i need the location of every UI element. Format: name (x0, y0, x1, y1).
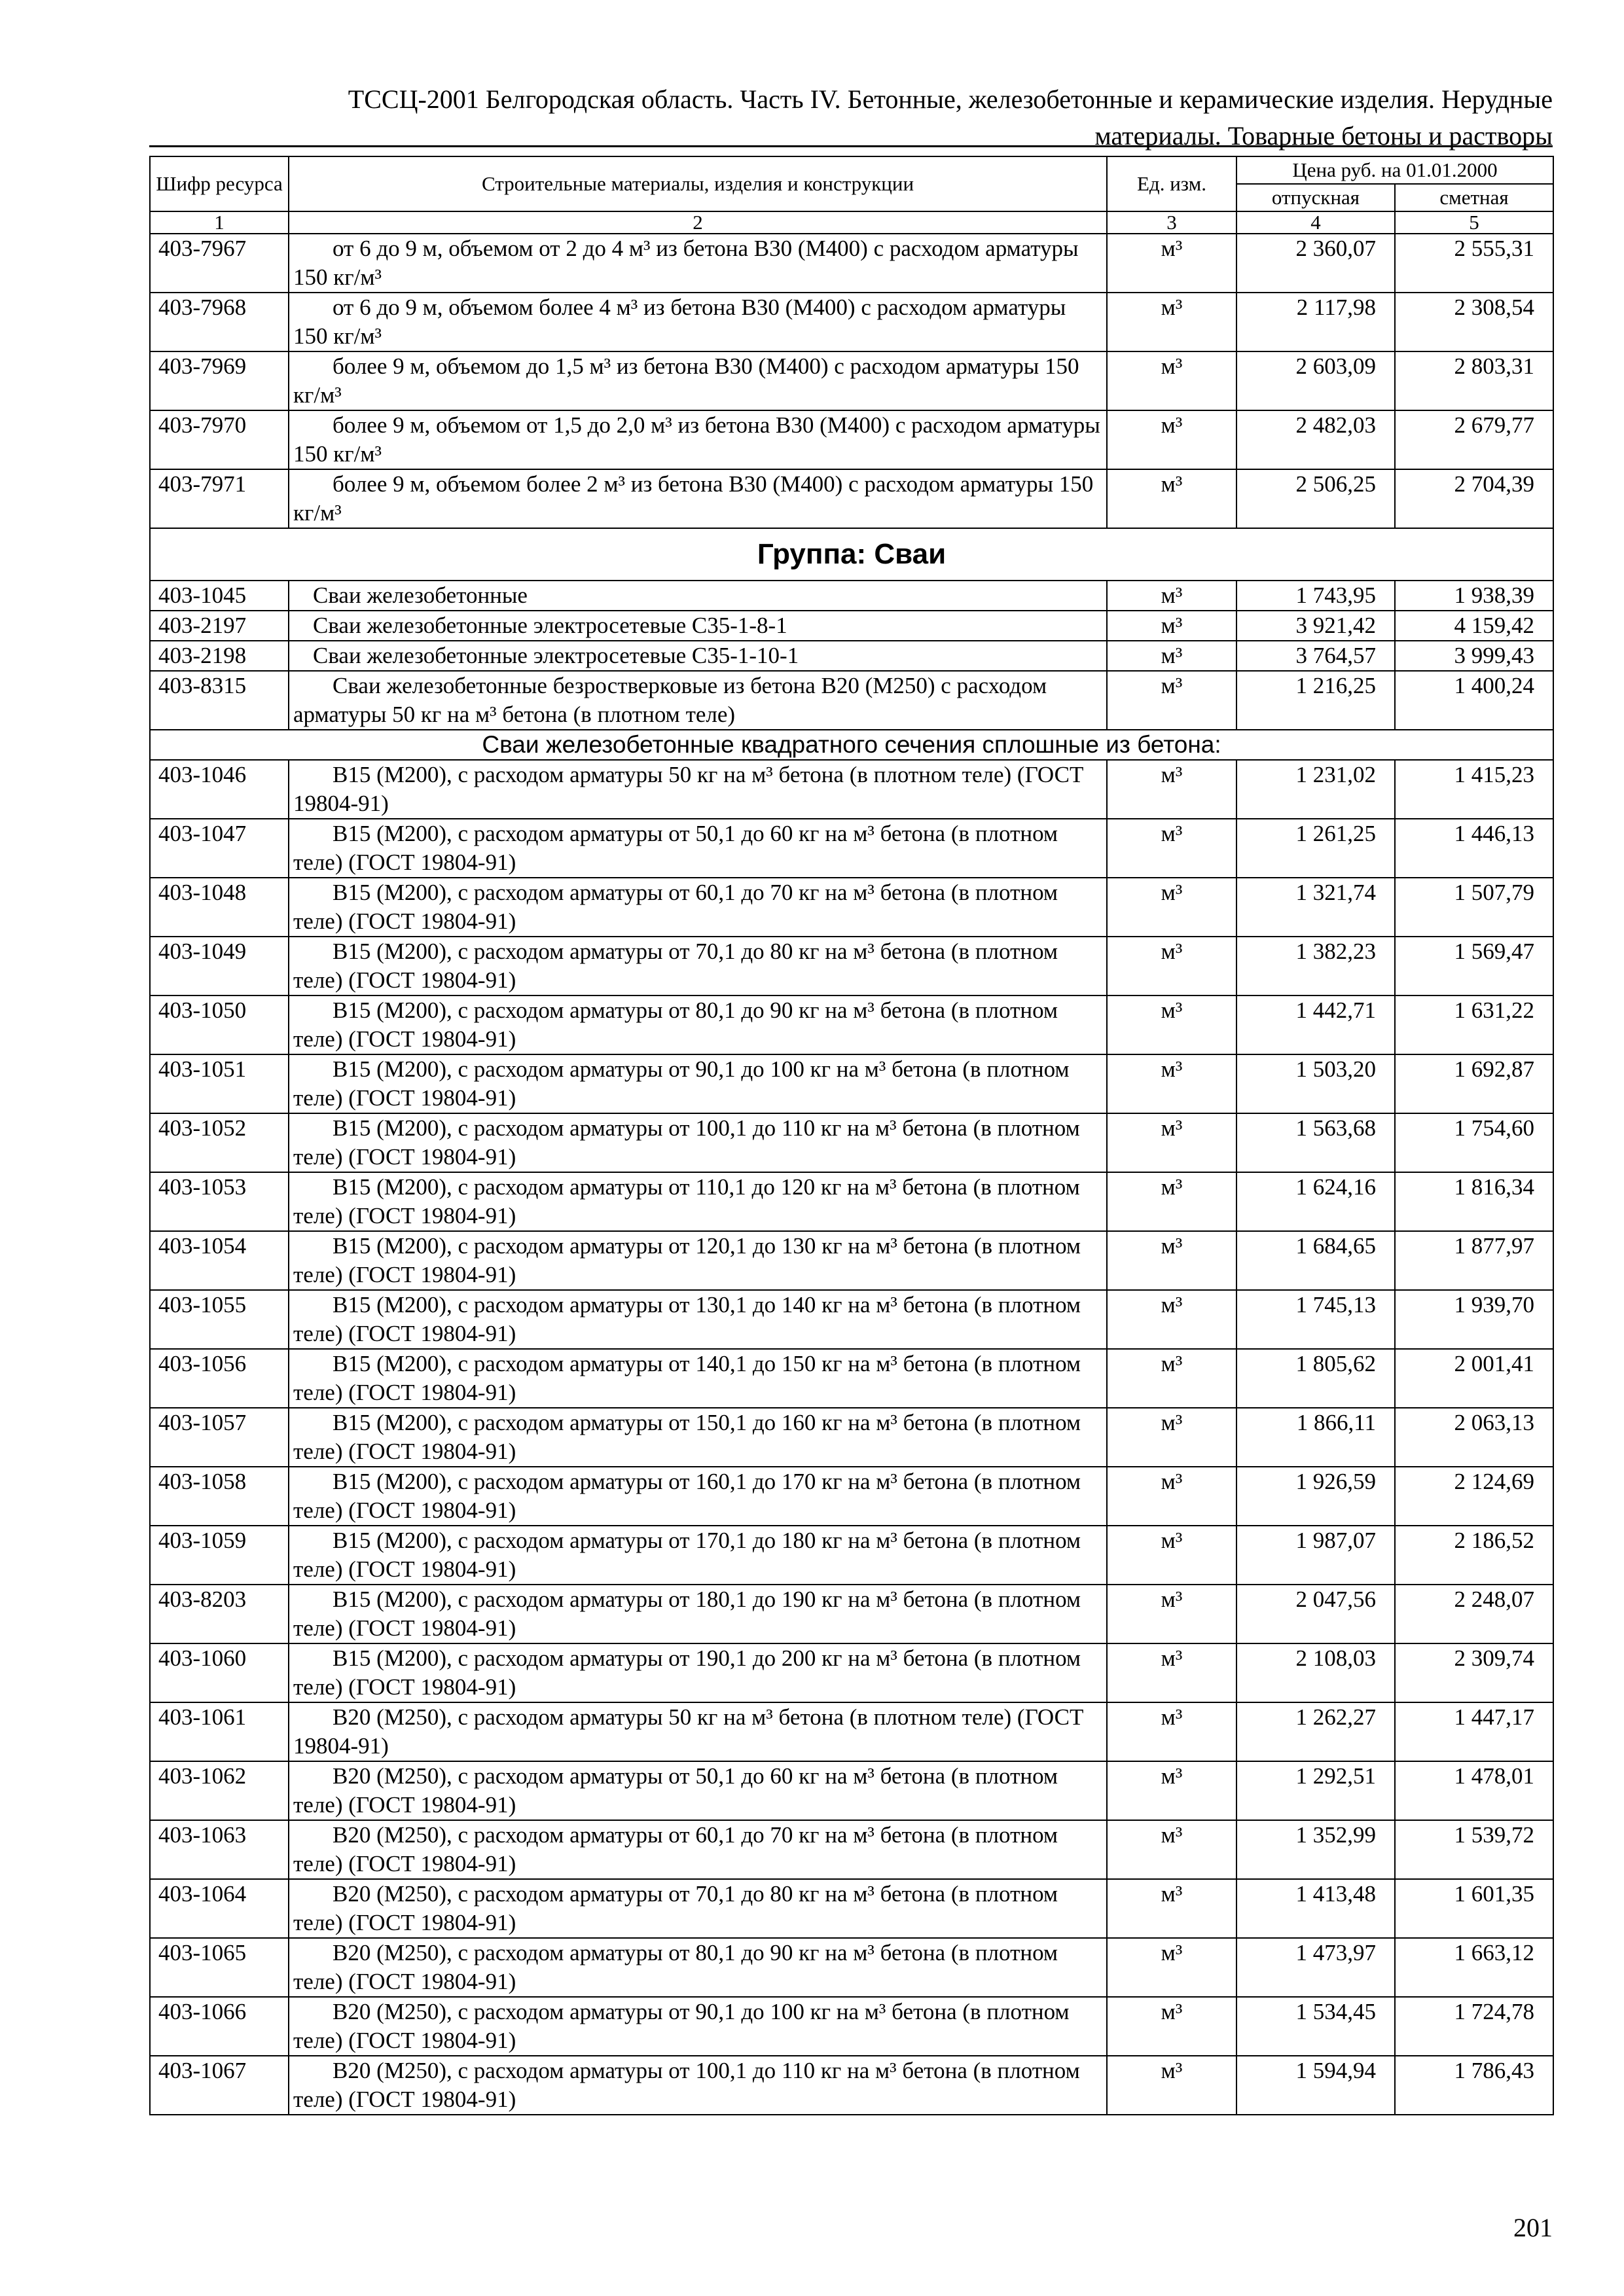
estimate-price-cell: 1 446,13 (1395, 819, 1553, 878)
release-price-cell: 1 563,68 (1236, 1113, 1395, 1172)
unit-cell: м³ (1107, 1349, 1236, 1408)
release-price-cell: 1 745,13 (1236, 1290, 1395, 1349)
release-price-cell: 1 926,59 (1236, 1467, 1395, 1526)
subgroup-heading-row (150, 730, 1553, 760)
estimate-price-cell: 2 186,52 (1395, 1526, 1553, 1585)
resource-code-cell: 403-1061 (150, 1702, 289, 1761)
resource-code-cell: 403-7967 (150, 234, 289, 293)
estimate-price-cell: 1 601,35 (1395, 1879, 1553, 1938)
page-number: 201 (1513, 2213, 1553, 2242)
material-name-cell: от 6 до 9 м, объемом от 2 до 4 м³ из бетона В30 (М400) с расходом арматуры 150 кг/м³ (289, 234, 1107, 293)
resource-code-cell: 403-1066 (150, 1997, 289, 2056)
unit-cell: м³ (1107, 581, 1236, 611)
column-number: 2 (289, 211, 1107, 234)
estimate-price-cell: 1 447,17 (1395, 1702, 1553, 1761)
table-row (150, 351, 1553, 410)
release-price-cell: 2 360,07 (1236, 234, 1395, 293)
table-row (150, 2056, 1553, 2115)
resource-code-cell: 403-1060 (150, 1643, 289, 1702)
release-price-cell: 1 262,27 (1236, 1702, 1395, 1761)
unit-cell: м³ (1107, 469, 1236, 528)
unit-cell: м³ (1107, 410, 1236, 469)
estimate-price-cell: 2 555,31 (1395, 234, 1553, 293)
material-name-cell: В15 (М200), с расходом арматуры от 150,1 до 160 кг на м³ бетона (в плотном теле) (ГОСТ 19804-91) (289, 1408, 1107, 1467)
table-row (150, 671, 1553, 730)
estimate-price-cell: 1 478,01 (1395, 1761, 1553, 1820)
release-price-cell: 1 216,25 (1236, 671, 1395, 730)
estimate-price-cell: 1 938,39 (1395, 581, 1553, 611)
estimate-price-cell: 1 754,60 (1395, 1113, 1553, 1172)
resource-code-cell: 403-1064 (150, 1879, 289, 1938)
table-row (150, 469, 1553, 528)
unit-cell: м³ (1107, 1408, 1236, 1467)
unit-cell: м³ (1107, 1290, 1236, 1349)
column-header-code: Шифр ресурса (150, 156, 289, 211)
unit-cell: м³ (1107, 1820, 1236, 1879)
table-row (150, 611, 1553, 641)
table-row (150, 1702, 1553, 1761)
estimate-price-cell: 1 692,87 (1395, 1054, 1553, 1113)
estimate-price-cell: 1 816,34 (1395, 1172, 1553, 1231)
table-row (150, 1997, 1553, 2056)
material-name-cell: В20 (М250), с расходом арматуры от 50,1 до 60 кг на м³ бетона (в плотном теле) (ГОСТ 19804-91) (289, 1761, 1107, 1820)
material-name-cell: Сваи железобетонные электросетевые С35-1-8-1 (289, 611, 1107, 641)
subgroup-section (150, 730, 1553, 760)
unit-cell: м³ (1107, 1054, 1236, 1113)
group-section (150, 528, 1553, 581)
resource-code-cell: 403-7970 (150, 410, 289, 469)
resource-code-cell: 403-1053 (150, 1172, 289, 1231)
resource-code-cell: 403-2198 (150, 641, 289, 671)
release-price-cell: 1 684,65 (1236, 1231, 1395, 1290)
unit-cell: м³ (1107, 671, 1236, 730)
resource-code-cell: 403-1057 (150, 1408, 289, 1467)
table-row (150, 1231, 1553, 1290)
resource-code-cell: 403-1049 (150, 937, 289, 996)
estimate-price-cell: 2 063,13 (1395, 1408, 1553, 1467)
table-row (150, 1879, 1553, 1938)
header-title-line2: материалы. Товарные бетоны и растворы (1094, 121, 1553, 151)
estimate-price-cell: 1 939,70 (1395, 1290, 1553, 1349)
material-name-cell: В15 (М200), с расходом арматуры от 180,1 до 190 кг на м³ бетона (в плотном теле) (ГОСТ 19804-91) (289, 1585, 1107, 1643)
release-price-cell: 1 473,97 (1236, 1938, 1395, 1997)
unit-cell: м³ (1107, 1585, 1236, 1643)
table-row (150, 760, 1553, 819)
header-title-line1: ТССЦ-2001 Белгородская область. Часть IV. Бетонные, железобетонные и керамические изделия. Нерудные (348, 84, 1553, 114)
material-name-cell: Сваи железобетонные (289, 581, 1107, 611)
material-name-cell: В15 (М200), с расходом арматуры от 90,1 до 100 кг на м³ бетона (в плотном теле) (ГОСТ 19804-91) (289, 1054, 1107, 1113)
unit-cell: м³ (1107, 1526, 1236, 1585)
material-name-cell: В20 (М250), с расходом арматуры от 60,1 до 70 кг на м³ бетона (в плотном теле) (ГОСТ 19804-91) (289, 1820, 1107, 1879)
table-row (150, 1526, 1553, 1585)
estimate-price-cell: 1 663,12 (1395, 1938, 1553, 1997)
material-name-cell: В15 (М200), с расходом арматуры от 130,1 до 140 кг на м³ бетона (в плотном теле) (ГОСТ 19804-91) (289, 1290, 1107, 1349)
unit-cell: м³ (1107, 937, 1236, 996)
column-header-estimate: сметная (1395, 184, 1553, 211)
material-name-cell: более 9 м, объемом от 1,5 до 2,0 м³ из бетона В30 (М400) с расходом арматуры 150 кг/м³ (289, 410, 1107, 469)
unit-cell: м³ (1107, 641, 1236, 671)
release-price-cell: 2 047,56 (1236, 1585, 1395, 1643)
resource-code-cell: 403-1059 (150, 1526, 289, 1585)
resource-code-cell: 403-1052 (150, 1113, 289, 1172)
estimate-price-cell: 1 569,47 (1395, 937, 1553, 996)
unit-cell: м³ (1107, 234, 1236, 293)
column-header-name: Строительные материалы, изделия и конструкции (289, 156, 1107, 211)
unit-cell: м³ (1107, 1938, 1236, 1997)
material-name-cell: В20 (М250), с расходом арматуры от 90,1 до 100 кг на м³ бетона (в плотном теле) (ГОСТ 19804-91) (289, 1997, 1107, 2056)
material-name-cell: более 9 м, объемом до 1,5 м³ из бетона В30 (М400) с расходом арматуры 150 кг/м³ (289, 351, 1107, 410)
column-number: 1 (150, 211, 289, 234)
release-price-cell: 2 482,03 (1236, 410, 1395, 469)
release-price-cell: 1 534,45 (1236, 1997, 1395, 2056)
table-body-group (150, 581, 1553, 730)
material-name-cell: В20 (М250), с расходом арматуры от 100,1 до 110 кг на м³ бетона (в плотном теле) (ГОСТ 19804-91) (289, 2056, 1107, 2115)
table-row (150, 1349, 1553, 1408)
material-name-cell: от 6 до 9 м, объемом более 4 м³ из бетона В30 (М400) с расходом арматуры 150 кг/м³ (289, 293, 1107, 351)
estimate-price-cell: 2 001,41 (1395, 1349, 1553, 1408)
column-number: 5 (1395, 211, 1553, 234)
unit-cell: м³ (1107, 2056, 1236, 2115)
release-price-cell: 1 292,51 (1236, 1761, 1395, 1820)
estimate-price-cell: 2 309,74 (1395, 1643, 1553, 1702)
release-price-cell: 2 506,25 (1236, 469, 1395, 528)
release-price-cell: 1 987,07 (1236, 1526, 1395, 1585)
material-name-cell: В20 (М250), с расходом арматуры 50 кг на м³ бетона (в плотном теле) (ГОСТ 19804-91) (289, 1702, 1107, 1761)
release-price-cell: 1 866,11 (1236, 1408, 1395, 1467)
estimate-price-cell: 2 704,39 (1395, 469, 1553, 528)
resource-code-cell: 403-7971 (150, 469, 289, 528)
column-number: 4 (1236, 211, 1395, 234)
column-number: 3 (1107, 211, 1236, 234)
unit-cell: м³ (1107, 760, 1236, 819)
unit-cell: м³ (1107, 1172, 1236, 1231)
material-name-cell: В15 (М200), с расходом арматуры от 140,1 до 150 кг на м³ бетона (в плотном теле) (ГОСТ 19804-91) (289, 1349, 1107, 1408)
material-name-cell: В20 (М250), с расходом арматуры от 80,1 до 90 кг на м³ бетона (в плотном теле) (ГОСТ 19804-91) (289, 1938, 1107, 1997)
resource-code-cell: 403-1067 (150, 2056, 289, 2115)
estimate-price-cell: 2 248,07 (1395, 1585, 1553, 1643)
resource-code-cell: 403-1062 (150, 1761, 289, 1820)
release-price-cell: 1 231,02 (1236, 760, 1395, 819)
table-row (150, 1467, 1553, 1526)
estimate-price-cell: 4 159,42 (1395, 611, 1553, 641)
release-price-cell: 1 382,23 (1236, 937, 1395, 996)
resource-code-cell: 403-1056 (150, 1349, 289, 1408)
estimate-price-cell: 2 803,31 (1395, 351, 1553, 410)
column-header-release: отпускная (1236, 184, 1395, 211)
resource-code-cell: 403-1046 (150, 760, 289, 819)
table-row (150, 410, 1553, 469)
release-price-cell: 2 603,09 (1236, 351, 1395, 410)
table-row (150, 1408, 1553, 1467)
material-name-cell: Сваи железобетонные электросетевые С35-1-10-1 (289, 641, 1107, 671)
material-name-cell: В15 (М200), с расходом арматуры от 160,1 до 170 кг на м³ бетона (в плотном теле) (ГОСТ 19804-91) (289, 1467, 1107, 1526)
table-row (150, 1585, 1553, 1643)
release-price-cell: 1 594,94 (1236, 2056, 1395, 2115)
table-row (150, 641, 1553, 671)
material-name-cell: В15 (М200), с расходом арматуры от 100,1 до 110 кг на м³ бетона (в плотном теле) (ГОСТ 19804-91) (289, 1113, 1107, 1172)
material-name-cell: Сваи железобетонные безростверковые из бетона В20 (М250) с расходом арматуры 50 кг на м³ бетона (в плотном теле) (289, 671, 1107, 730)
unit-cell: м³ (1107, 351, 1236, 410)
material-name-cell: В15 (М200), с расходом арматуры от 50,1 до 60 кг на м³ бетона (в плотном теле) (ГОСТ 19804-91) (289, 819, 1107, 878)
column-numbers-row (150, 211, 1553, 234)
estimate-price-cell: 1 539,72 (1395, 1820, 1553, 1879)
unit-cell: м³ (1107, 1467, 1236, 1526)
estimate-price-cell: 2 308,54 (1395, 293, 1553, 351)
group-heading-row (150, 528, 1553, 581)
table-row (150, 878, 1553, 937)
material-name-cell: В15 (М200), с расходом арматуры от 110,1 до 120 кг на м³ бетона (в плотном теле) (ГОСТ 19804-91) (289, 1172, 1107, 1231)
unit-cell: м³ (1107, 996, 1236, 1054)
table-row (150, 1938, 1553, 1997)
unit-cell: м³ (1107, 1761, 1236, 1820)
resource-code-cell: 403-1058 (150, 1467, 289, 1526)
resource-code-cell: 403-1047 (150, 819, 289, 878)
material-name-cell: В15 (М200), с расходом арматуры от 60,1 до 70 кг на м³ бетона (в плотном теле) (ГОСТ 19804-91) (289, 878, 1107, 937)
estimate-price-cell: 1 631,22 (1395, 996, 1553, 1054)
estimate-price-cell: 2 124,69 (1395, 1467, 1553, 1526)
estimate-price-cell: 1 786,43 (1395, 2056, 1553, 2115)
release-price-cell: 1 352,99 (1236, 1820, 1395, 1879)
material-name-cell: В15 (М200), с расходом арматуры от 120,1 до 130 кг на м³ бетона (в плотном теле) (ГОСТ 19804-91) (289, 1231, 1107, 1290)
release-price-cell: 3 921,42 (1236, 611, 1395, 641)
release-price-cell: 3 764,57 (1236, 641, 1395, 671)
unit-cell: м³ (1107, 611, 1236, 641)
material-name-cell: В15 (М200), с расходом арматуры от 170,1 до 180 кг на м³ бетона (в плотном теле) (ГОСТ 19804-91) (289, 1526, 1107, 1585)
resource-code-cell: 403-1048 (150, 878, 289, 937)
unit-cell: м³ (1107, 1997, 1236, 2056)
estimate-price-cell: 3 999,43 (1395, 641, 1553, 671)
estimate-price-cell: 1 877,97 (1395, 1231, 1553, 1290)
table-row (150, 1761, 1553, 1820)
release-price-cell: 1 321,74 (1236, 878, 1395, 937)
unit-cell: м³ (1107, 878, 1236, 937)
release-price-cell: 2 117,98 (1236, 293, 1395, 351)
release-price-cell: 1 624,16 (1236, 1172, 1395, 1231)
table-row (150, 1643, 1553, 1702)
page-header (149, 84, 1553, 151)
resource-code-cell: 403-1055 (150, 1290, 289, 1349)
table-row (150, 1290, 1553, 1349)
unit-cell: м³ (1107, 1643, 1236, 1702)
resource-code-cell: 403-1050 (150, 996, 289, 1054)
column-header-unit: Ед. изм. (1107, 156, 1236, 211)
material-name-cell: В15 (М200), с расходом арматуры 50 кг на м³ бетона (в плотном теле) (ГОСТ 19804-91) (289, 760, 1107, 819)
estimate-price-cell: 1 400,24 (1395, 671, 1553, 730)
unit-cell: м³ (1107, 1231, 1236, 1290)
table-body-top (150, 234, 1553, 528)
estimate-price-cell: 2 679,77 (1395, 410, 1553, 469)
release-price-cell: 2 108,03 (1236, 1643, 1395, 1702)
resource-code-cell: 403-1065 (150, 1938, 289, 1997)
table-row (150, 581, 1553, 611)
table-body-subgroup (150, 760, 1553, 2115)
release-price-cell: 1 805,62 (1236, 1349, 1395, 1408)
estimate-price-cell: 1 507,79 (1395, 878, 1553, 937)
table-row (150, 819, 1553, 878)
table-row (150, 937, 1553, 996)
group-title: Группа: Сваи (150, 528, 1553, 581)
resource-code-cell: 403-7969 (150, 351, 289, 410)
table-row (150, 1820, 1553, 1879)
material-name-cell: В20 (М250), с расходом арматуры от 70,1 до 80 кг на м³ бетона (в плотном теле) (ГОСТ 19804-91) (289, 1879, 1107, 1938)
price-table (149, 156, 1554, 2115)
release-price-cell: 1 261,25 (1236, 819, 1395, 878)
unit-cell: м³ (1107, 1879, 1236, 1938)
table-row (150, 293, 1553, 351)
estimate-price-cell: 1 724,78 (1395, 1997, 1553, 2056)
resource-code-cell: 403-7968 (150, 293, 289, 351)
table-row (150, 1054, 1553, 1113)
table-header-row-1 (150, 156, 1553, 184)
release-price-cell: 1 743,95 (1236, 581, 1395, 611)
unit-cell: м³ (1107, 293, 1236, 351)
material-name-cell: В15 (М200), с расходом арматуры от 190,1 до 200 кг на м³ бетона (в плотном теле) (ГОСТ 19804-91) (289, 1643, 1107, 1702)
table-row (150, 996, 1553, 1054)
unit-cell: м³ (1107, 1702, 1236, 1761)
resource-code-cell: 403-1063 (150, 1820, 289, 1879)
table-row (150, 1113, 1553, 1172)
resource-code-cell: 403-8203 (150, 1585, 289, 1643)
resource-code-cell: 403-1054 (150, 1231, 289, 1290)
release-price-cell: 1 442,71 (1236, 996, 1395, 1054)
resource-code-cell: 403-8315 (150, 671, 289, 730)
estimate-price-cell: 1 415,23 (1395, 760, 1553, 819)
unit-cell: м³ (1107, 1113, 1236, 1172)
resource-code-cell: 403-1045 (150, 581, 289, 611)
resource-code-cell: 403-2197 (150, 611, 289, 641)
subgroup-title: Сваи железобетонные квадратного сечения сплошные из бетона: (150, 730, 1553, 760)
table-row (150, 1172, 1553, 1231)
material-name-cell: В15 (М200), с расходом арматуры от 70,1 до 80 кг на м³ бетона (в плотном теле) (ГОСТ 19804-91) (289, 937, 1107, 996)
column-header-price: Цена руб. на 01.01.2000 (1236, 156, 1553, 184)
resource-code-cell: 403-1051 (150, 1054, 289, 1113)
material-name-cell: более 9 м, объемом более 2 м³ из бетона В30 (М400) с расходом арматуры 150 кг/м³ (289, 469, 1107, 528)
material-name-cell: В15 (М200), с расходом арматуры от 80,1 до 90 кг на м³ бетона (в плотном теле) (ГОСТ 19804-91) (289, 996, 1107, 1054)
table-row (150, 234, 1553, 293)
release-price-cell: 1 503,20 (1236, 1054, 1395, 1113)
unit-cell: м³ (1107, 819, 1236, 878)
release-price-cell: 1 413,48 (1236, 1879, 1395, 1938)
